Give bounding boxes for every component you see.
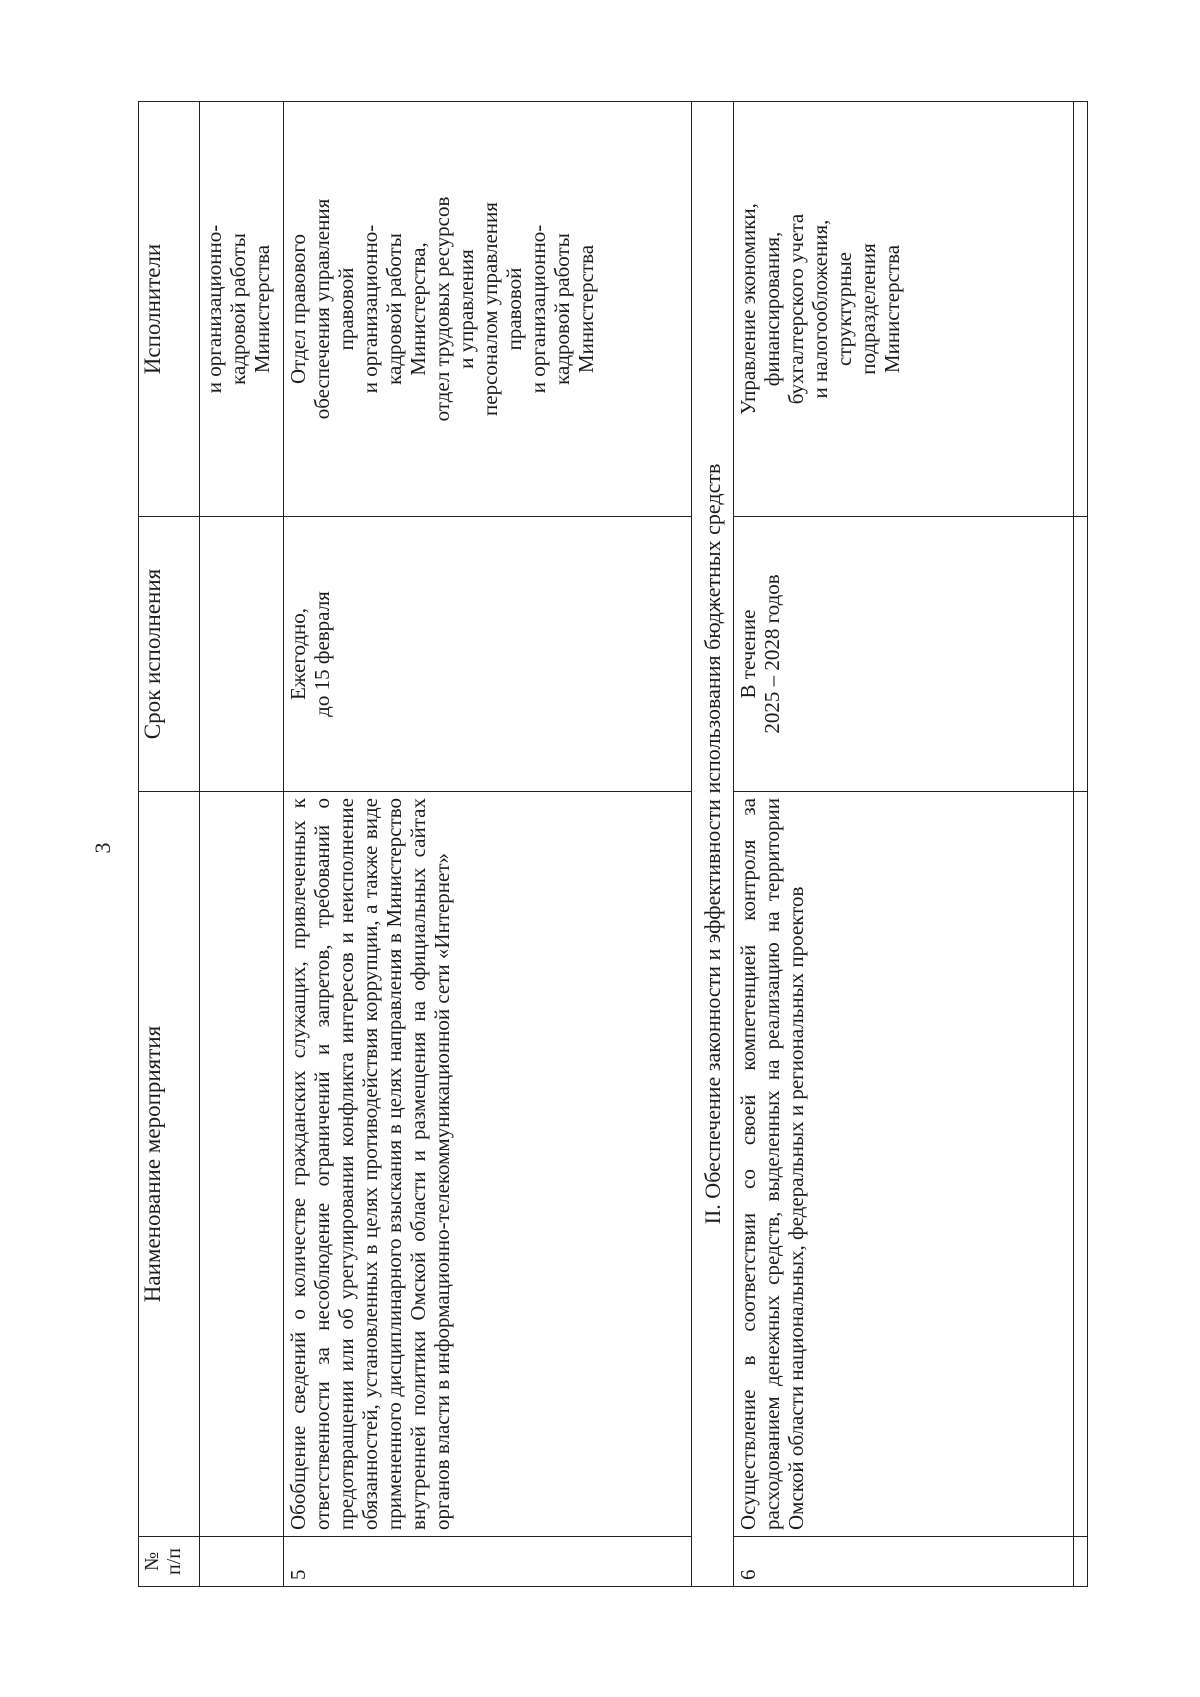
- table-header-row: [139, 102, 200, 1587]
- row-name: Обобщение сведений о количестве гражданских служащих, привлеченных к ответственности за несоблюдение ограничений и запретов, требований о предотвращении или об урегулировании конфликта интересов и неисполнение обязанностей, установленных в целях противодействия коррупции, а также виде примененного дисциплинарного взыскания в целях направления в Министерство внутренней политики Омской области и размещения на официальных сайтах органов власти в информационно-телекоммуникационной сети «Интернет»: [283, 792, 691, 1537]
- table-row-continuation: [200, 102, 284, 1587]
- row-executors: [1074, 102, 1088, 517]
- row-name: Осуществление в соответствии со своей компетенцией контроля за расходованием денежных средств, выделенных на реализацию на территории Омской области национальных, федеральных и региональных проектов: [734, 792, 1074, 1537]
- row-term: [200, 517, 284, 792]
- row-executors: Управление экономики, финансирования, бухгалтерского учета и налогообложения, структурные подразделения Министерства: [734, 102, 1074, 517]
- header-num: № п/п: [139, 1537, 200, 1587]
- section-heading-row: [692, 102, 734, 1587]
- measures-table: [138, 101, 1088, 1587]
- header-term: Срок исполнения: [139, 517, 200, 792]
- page-number: 3: [90, 842, 115, 854]
- row-num: [200, 1537, 284, 1587]
- row-executors: и организационно- кадровой работы Министерства: [200, 102, 284, 517]
- rotated-page-content: [138, 102, 1088, 1587]
- header-name: Наименование мероприятия: [139, 792, 200, 1537]
- section-title: II. Обеспечение законности и эффективности использования бюджетных средств: [692, 102, 734, 1587]
- row-term: [1074, 517, 1088, 792]
- row-executors: Отдел правового обеспечения управления правовой и организационно- кадровой работы Министерства, отдел трудовых ресурсов и управления персоналом управления правовой и организационно- кадровой работы Министерства: [283, 102, 691, 517]
- table-row: [734, 102, 1074, 1587]
- row-name: [200, 792, 284, 1537]
- row-num: 5: [283, 1537, 691, 1587]
- row-term: В течение 2025 – 2028 годов: [734, 517, 1074, 792]
- row-num: 6: [734, 1537, 1074, 1587]
- row-term: Ежегодно, до 15 февраля: [283, 517, 691, 792]
- row-name: [1074, 792, 1088, 1537]
- header-executors: Исполнители: [139, 102, 200, 517]
- row-num: [1074, 1537, 1088, 1587]
- table-row-empty: [1074, 102, 1088, 1587]
- table-row: [283, 102, 691, 1587]
